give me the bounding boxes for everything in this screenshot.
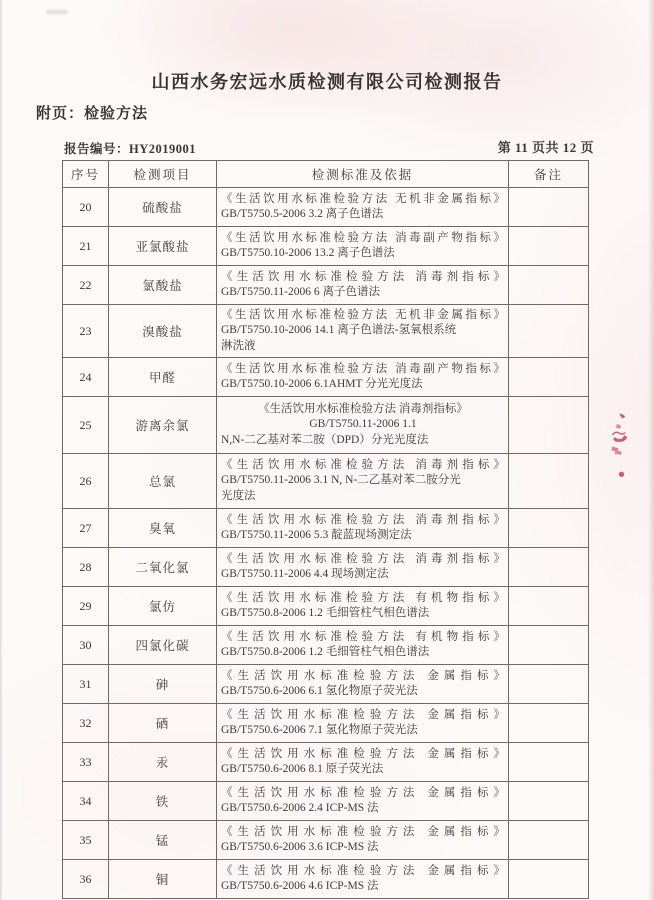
paper-right-edge-tint [648, 0, 654, 900]
method-line: GB/T5750.10-2006 6.1AHMT 分光光度法 [221, 378, 423, 390]
row-item: 锰 [109, 821, 217, 860]
row-no: 26 [63, 454, 109, 509]
method-line: GB/T5750.6-2006 8.1 原子荧光法 [221, 763, 384, 775]
col-header-item: 检测项目 [109, 161, 217, 188]
method-line: 《生活饮用水标准检验方法 金属指标》 [221, 825, 505, 838]
table-row [63, 626, 589, 665]
report-number-label: 报告编号： [64, 142, 130, 156]
row-method [217, 626, 509, 665]
method-line: 《生活饮用水标准检验方法 消毒副产物指标》 [221, 231, 505, 244]
table-row [63, 454, 589, 509]
method-line: 淋洗液 [221, 339, 256, 352]
table-row [63, 548, 589, 587]
row-item: 硫酸盐 [109, 188, 217, 227]
row-item: 甲醛 [109, 358, 217, 397]
col-header-seq: 序号 [63, 161, 109, 188]
row-method [217, 821, 509, 860]
row-no: 30 [63, 626, 109, 665]
row-method [217, 358, 509, 397]
row-remark [509, 358, 589, 397]
table-header-row [63, 161, 589, 188]
method-line: N,N-二乙基对苯二胺（DPD）分光光度法 [221, 433, 429, 446]
row-no: 28 [63, 548, 109, 587]
method-line: GB/T5750.6-2006 7.1 氢化物原子荧光法 [221, 724, 418, 736]
row-no: 34 [63, 782, 109, 821]
row-no: 22 [63, 266, 109, 305]
row-remark [509, 704, 589, 743]
row-method [217, 665, 509, 704]
table-row [63, 227, 589, 266]
table-row [63, 305, 589, 358]
row-remark [509, 782, 589, 821]
row-no: 32 [63, 704, 109, 743]
row-no: 31 [63, 665, 109, 704]
row-method [217, 227, 509, 266]
row-item: 铁 [109, 782, 217, 821]
method-line: 《生活饮用水标准检验方法 消毒剂指标》 [221, 270, 505, 283]
col-header-remark: 备注 [509, 161, 589, 188]
row-item: 二氧化氯 [109, 548, 217, 587]
method-line: GB/T5750.6-2006 6.1 氢化物原子荧光法 [221, 685, 418, 697]
table-row [63, 782, 589, 821]
row-no: 24 [63, 358, 109, 397]
row-no: 21 [63, 227, 109, 266]
row-method [217, 782, 509, 821]
row-no: 20 [63, 188, 109, 227]
row-item: 亚氯酸盐 [109, 227, 217, 266]
table-row [63, 266, 589, 305]
appendix-subtitle: 附页：检验方法 [36, 106, 149, 122]
table-row [63, 587, 589, 626]
row-remark [509, 743, 589, 782]
methods-table [62, 160, 589, 899]
method-line: GB/T5750.11-2006 1.1 [309, 418, 417, 431]
row-method [217, 587, 509, 626]
row-item: 氯酸盐 [109, 266, 217, 305]
row-remark [509, 548, 589, 587]
page-title: 山西水务宏远水质检测有限公司检测报告 [151, 72, 503, 92]
row-item: 总氯 [109, 454, 217, 509]
row-no: 25 [63, 397, 109, 454]
row-remark [509, 305, 589, 358]
method-line: GB/T5750.5-2006 3.2 离子色谱法 [221, 208, 384, 220]
table-row [63, 704, 589, 743]
method-line: 《生活饮用水标准检验方法 金属指标》 [221, 669, 505, 682]
method-line: 《生活饮用水标准检验方法 消毒剂指标》 [221, 552, 505, 565]
method-line: 《生活饮用水标准检验方法 金属指标》 [221, 708, 505, 721]
row-item: 溴酸盐 [109, 305, 217, 358]
col-header-method: 检测标准及依据 [217, 161, 509, 188]
method-line: 《生活饮用水标准检验方法 消毒剂指标》 [221, 513, 505, 526]
row-method [217, 188, 509, 227]
table-row [63, 665, 589, 704]
red-ink-annotation [606, 410, 640, 490]
table-row [63, 821, 589, 860]
method-line: GB/T5750.6-2006 4.6 ICP-MS 法 [221, 880, 379, 892]
row-method [217, 509, 509, 548]
row-method [217, 454, 509, 509]
table-row [63, 397, 589, 454]
row-no: 27 [63, 509, 109, 548]
row-item: 铜 [109, 860, 217, 899]
table-row [63, 188, 589, 227]
method-line: 《生活饮用水标准检验方法 消毒剂指标》 [258, 402, 468, 415]
row-item: 砷 [109, 665, 217, 704]
paper-left-edge-shadow [0, 0, 3, 900]
method-line: GB/T5750.6-2006 3.6 ICP-MS 法 [221, 841, 379, 853]
row-item: 臭氧 [109, 509, 217, 548]
row-remark [509, 188, 589, 227]
method-line: GB/T5750.11-2006 4.4 现场测定法 [221, 568, 389, 580]
row-remark [509, 626, 589, 665]
row-no: 33 [63, 743, 109, 782]
row-method [217, 548, 509, 587]
row-item: 硒 [109, 704, 217, 743]
row-method [217, 860, 509, 899]
row-item: 四氯化碳 [109, 626, 217, 665]
row-remark [509, 397, 589, 454]
row-method [217, 305, 509, 358]
row-method [217, 397, 509, 454]
row-item: 汞 [109, 743, 217, 782]
scan-smudge [46, 10, 68, 14]
row-method [217, 743, 509, 782]
method-line: GB/T5750.8-2006 1.2 毛细管柱气相色谱法 [221, 607, 430, 619]
method-line: 《生活饮用水标准检验方法 无机非金属指标》 [221, 192, 505, 205]
row-remark [509, 587, 589, 626]
row-remark [509, 860, 589, 899]
method-line: 《生活饮用水标准检验方法 消毒副产物指标》 [221, 362, 505, 375]
method-line: 《生活饮用水标准检验方法 金属指标》 [221, 747, 505, 760]
row-remark [509, 266, 589, 305]
table-row [63, 860, 589, 899]
method-line: GB/T5750.10-2006 14.1 离子色谱法-氢氧根系统 [221, 324, 457, 337]
row-method [217, 266, 509, 305]
page-indicator: 第 11 页共 12 页 [497, 140, 594, 155]
row-remark [509, 665, 589, 704]
report-number-value: HY2019001 [129, 142, 197, 156]
table-row [63, 509, 589, 548]
row-method [217, 704, 509, 743]
method-line: 《生活饮用水标准检验方法 金属指标》 [221, 864, 505, 877]
method-line: 《生活饮用水标准检验方法 有机物指标》 [221, 630, 505, 643]
row-no: 36 [63, 860, 109, 899]
row-remark [509, 821, 589, 860]
method-line: GB/T5750.8-2006 1.2 毛细管柱气相色谱法 [221, 646, 430, 658]
row-item: 游离余氯 [109, 397, 217, 454]
method-line: GB/T5750.10-2006 13.2 离子色谱法 [221, 247, 395, 259]
row-remark [509, 509, 589, 548]
table-row [63, 743, 589, 782]
method-line: GB/T5750.6-2006 2.4 ICP-MS 法 [221, 802, 379, 814]
method-line: 《生活饮用水标准检验方法 消毒剂指标》 [221, 458, 505, 471]
report-number [64, 139, 196, 157]
row-remark [509, 227, 589, 266]
method-line: 《生活饮用水标准检验方法 无机非金属指标》 [221, 308, 505, 321]
method-line: GB/T5750.11-2006 3.1 N, N-二乙基对苯二胺分光 [221, 474, 461, 487]
method-line: 《生活饮用水标准检验方法 金属指标》 [221, 786, 505, 799]
row-no: 35 [63, 821, 109, 860]
method-line: 光度法 [221, 489, 256, 502]
method-line: GB/T5750.11-2006 5.3 靛蓝现场测定法 [221, 529, 412, 541]
row-item: 氯仿 [109, 587, 217, 626]
row-no: 23 [63, 305, 109, 358]
method-line: GB/T5750.11-2006 6 离子色谱法 [221, 286, 380, 298]
table-row [63, 358, 589, 397]
row-remark [509, 454, 589, 509]
row-no: 29 [63, 587, 109, 626]
method-line: 《生活饮用水标准检验方法 有机物指标》 [221, 591, 505, 604]
